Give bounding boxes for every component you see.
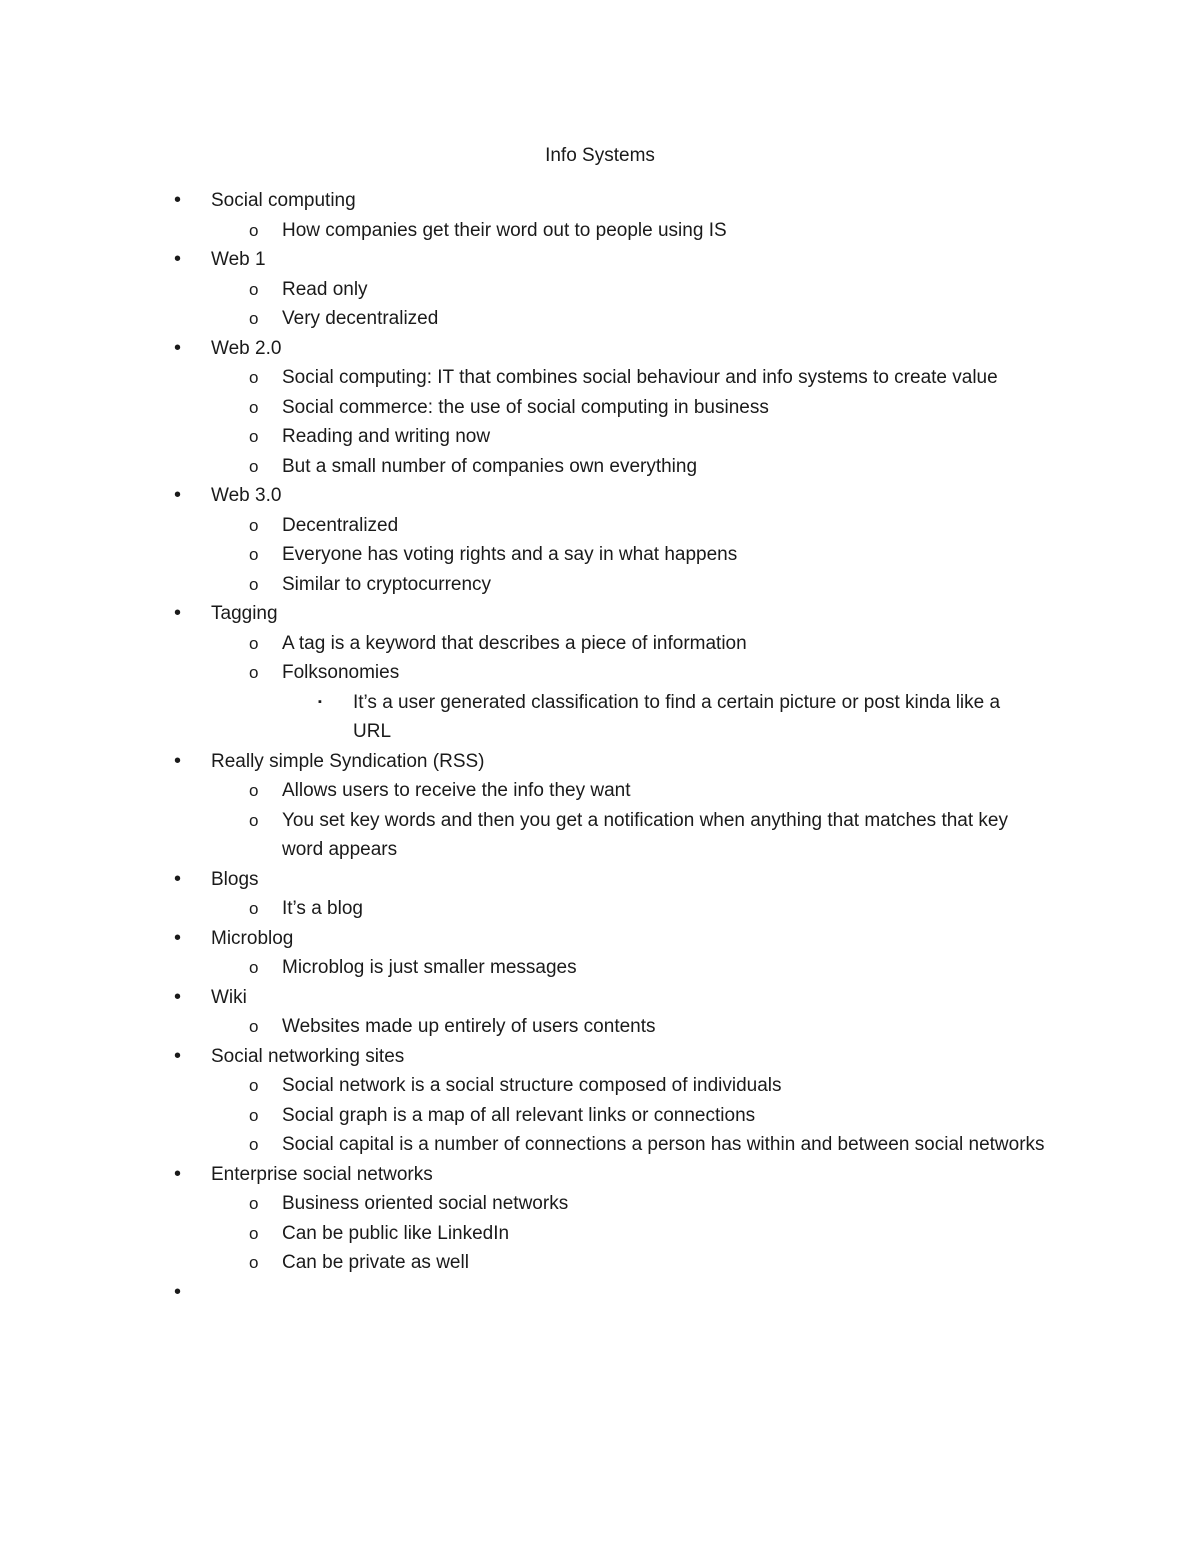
bullet-marker-icon: ▪ [318,695,322,708]
outline-item-level-2 [0,1012,1200,1042]
bullet-marker-icon: o [249,574,259,594]
outline-item-level-1 [0,1042,1200,1072]
outline-item-level-2 [0,216,1200,246]
bullet-marker-icon: o [249,545,259,564]
outline-item-text: Websites made up entirely of users contents [282,1016,656,1037]
outline-item-text: Social graph is a map of all relevant links or connections [282,1104,756,1126]
outline-item-text: It’s a user generated classification to find a certain picture or post kinda like a URL [353,691,1001,742]
bullet-marker-icon: • [174,749,182,772]
outline-item-level-1 [0,924,1200,954]
outline-item-level-1 [0,865,1200,895]
outline-item-text: A tag is a keyword that describes a piece of information [282,632,747,654]
outline-item-text: Similar to cryptocurrency [282,573,492,595]
outline-item-text: You set key words and then you get a notification when anything that matches that key word appears [282,809,1008,860]
bullet-marker-icon: o [249,515,259,535]
bullet-marker-icon: o [249,427,259,446]
bullet-marker-icon: o [249,279,259,299]
outline-item-level-2 [0,953,1200,983]
outline-item-level-2 [0,1130,1200,1160]
bullet-marker-icon: o [249,1135,259,1154]
outline-item-level-2 [0,275,1200,305]
outline-item-text: Social commerce: the use of social computing in business [282,396,769,418]
outline-item-text: Social computing: IT that combines social behaviour and info systems to create value [282,367,998,388]
bullet-marker-icon: • [174,926,182,949]
outline-item-text: Wiki [211,986,247,1008]
bullet-marker-icon: o [249,1194,259,1213]
outline-item-text: Enterprise social networks [211,1163,433,1185]
outline-item-text: But a small number of companies own everything [282,455,698,477]
bullet-marker-icon: o [249,397,259,417]
bullet-marker-icon: o [249,1076,259,1095]
bullet-marker-icon: o [249,1253,259,1272]
bullet-marker-icon: • [174,484,182,506]
outline-item-level-2 [0,1071,1200,1101]
outline-item-level-1 [0,1278,1200,1308]
bullet-marker-icon: • [174,336,182,359]
bullet-marker-icon: • [174,248,182,270]
outline-item-text: Read only [282,278,368,300]
outline-item-level-2 [0,422,1200,452]
outline-item-text: How companies get their word out to people using IS [282,219,727,241]
bullet-marker-icon: • [174,602,182,624]
outline-item-level-2 [0,658,1200,688]
outline-item-level-2 [0,894,1200,924]
bullet-marker-icon: o [249,1017,259,1036]
outline-item-text: Allows users to receive the info they want [282,780,631,801]
bullet-marker-icon: o [249,456,259,476]
outline-item-text: Social capital is a number of connections a person has within and between social networks [282,1134,1045,1155]
bullet-marker-icon: o [249,781,259,800]
outline-item-text: Social networking sites [211,1045,405,1067]
outline-item-text: Microblog [211,927,294,949]
bullet-marker-icon: o [249,663,259,682]
outline-item-level-2 [0,1219,1200,1249]
outline-item-level-2 [0,363,1200,393]
outline-item-level-2 [0,511,1200,541]
bullet-marker-icon: o [249,810,259,830]
outline-item-level-2 [0,1101,1200,1131]
outline-item-level-2 [0,540,1200,570]
outline-item-text: Tagging [211,603,278,624]
bullet-marker-icon: • [174,1044,182,1067]
bullet-marker-icon: o [249,1223,259,1243]
outline-item-level-2 [0,452,1200,482]
outline-item-level-1 [0,186,1200,216]
outline-item-level-2 [0,629,1200,659]
bullet-marker-icon: o [249,220,259,240]
outline-item-level-2 [0,393,1200,423]
outline-item-text: Reading and writing now [282,426,491,447]
outline-item-level-1 [0,747,1200,777]
outline-item-level-2 [0,570,1200,600]
bullet-marker-icon: o [249,958,259,977]
outline-item-text: Web 1 [211,249,266,270]
outline-item-level-2 [0,1189,1200,1219]
outline-item-level-1 [0,481,1200,511]
outline-item-level-2 [0,806,1200,865]
outline-item-text: Business oriented social networks [282,1193,569,1214]
outline-item-text: Really simple Syndication (RSS) [211,750,485,772]
outline-item-text: Decentralized [282,514,399,536]
document-title: Info Systems [545,145,655,166]
bullet-marker-icon: • [174,189,182,211]
bullet-marker-icon: • [174,1280,182,1303]
bullet-marker-icon: o [249,633,259,653]
outline-item-text: Social network is a social structure composed of individuals [282,1075,782,1096]
bullet-marker-icon: • [174,867,182,890]
bullet-marker-icon: o [249,899,259,918]
outline-item-text: Folksonomies [282,662,400,683]
bullet-marker-icon: • [174,985,182,1008]
outline-item-level-1 [0,245,1200,275]
outline-item-text: Blogs [211,868,259,890]
outline-item-level-1 [0,599,1200,629]
bullet-marker-icon: o [249,1105,259,1125]
outline-item-text: Very decentralized [282,308,439,329]
outline-item-level-1 [0,334,1200,364]
bullet-marker-icon: o [249,368,259,387]
outline-item-level-1 [0,983,1200,1013]
outline-item-level-2 [0,1248,1200,1278]
outline-item-level-2 [0,304,1200,334]
bullet-outline [0,186,1200,1307]
outline-item-text: Can be public like LinkedIn [282,1222,510,1244]
bullet-marker-icon: • [174,1162,182,1185]
outline-item-text: Social computing [211,190,356,211]
outline-item-text: It’s a blog [282,898,363,919]
outline-item-text: Web 2.0 [211,337,282,359]
outline-item-text: Everyone has voting rights and a say in what happens [282,544,738,565]
outline-item-level-2 [0,776,1200,806]
outline-item-level-1 [0,1160,1200,1190]
outline-item-text: Can be private as well [282,1252,469,1273]
outline-item-level-3 [0,688,1200,747]
bullet-marker-icon: o [249,309,259,328]
outline-item-text: Web 3.0 [211,485,282,506]
outline-item-text: Microblog is just smaller messages [282,957,577,978]
